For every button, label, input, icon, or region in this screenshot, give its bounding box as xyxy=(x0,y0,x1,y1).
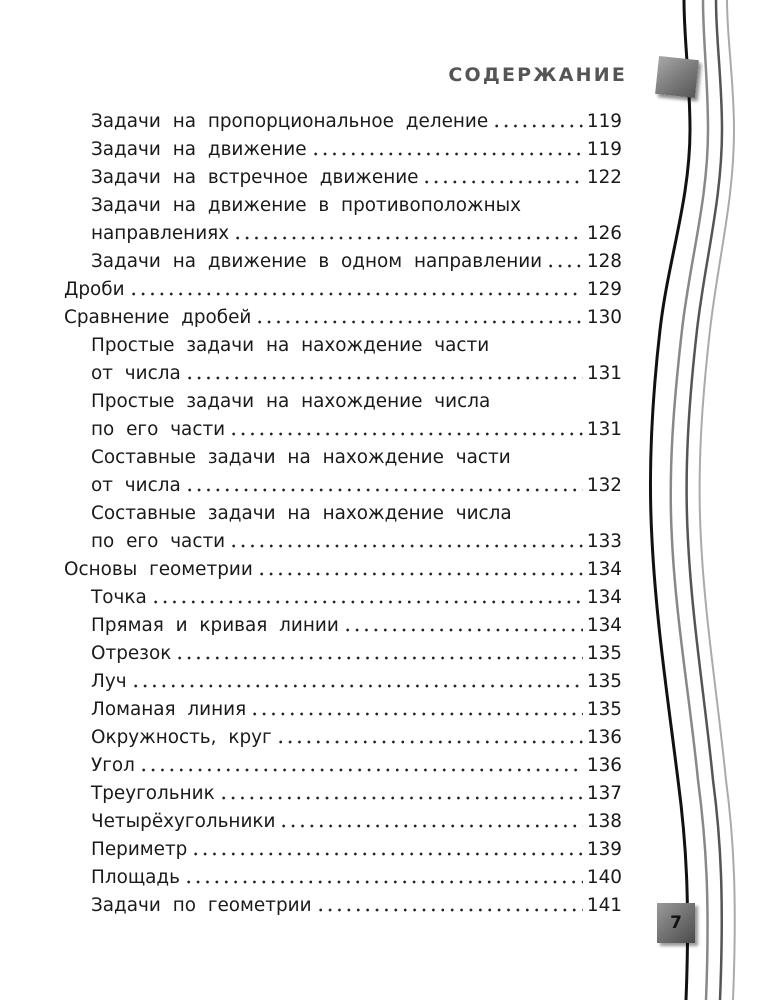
toc-entry xyxy=(91,640,622,668)
dot-leader xyxy=(229,543,583,549)
toc-page-number: 135 xyxy=(586,671,622,692)
dot-leader xyxy=(131,683,583,689)
toc-entry-title: Четырёхугольники xyxy=(91,811,276,832)
toc-entry-title: направлениях xyxy=(91,223,230,244)
toc-entry-title: Задачи на движение в одном направлении xyxy=(91,251,543,272)
toc-entry-line: Простые задачи на нахождение числа xyxy=(91,391,491,412)
dot-leader xyxy=(191,851,583,857)
toc-entry-title: Угол xyxy=(91,755,135,776)
toc-page-number: 135 xyxy=(586,699,622,720)
toc-page-number: 128 xyxy=(586,251,622,272)
toc-entry xyxy=(91,164,622,192)
toc-entry-line: Составные задачи на нахождение части xyxy=(91,447,511,468)
dot-leader xyxy=(139,767,583,773)
toc-page-number: 129 xyxy=(586,279,622,300)
toc-entry-title: Луч xyxy=(91,671,127,692)
toc-entry xyxy=(91,220,622,248)
toc-entry xyxy=(91,136,622,164)
toc-page-number: 136 xyxy=(586,755,622,776)
toc-page-number: 134 xyxy=(586,615,622,636)
dot-leader xyxy=(184,879,583,885)
dot-leader xyxy=(185,487,583,493)
toc-entry xyxy=(91,668,622,696)
dot-leader xyxy=(546,263,583,269)
dot-leader xyxy=(255,319,583,325)
toc-entry xyxy=(91,780,622,808)
toc-page-number: 126 xyxy=(586,223,622,244)
toc-entry xyxy=(91,416,622,444)
toc-entry-title: от числа xyxy=(91,475,181,496)
toc-entry xyxy=(64,304,622,332)
dot-leader xyxy=(343,627,583,633)
dot-leader xyxy=(316,907,583,913)
toc-entry-title: Треугольник xyxy=(91,783,215,804)
toc-entry xyxy=(64,556,622,584)
toc-entry-title: Основы геометрии xyxy=(64,559,253,580)
toc-page-number: 131 xyxy=(586,363,622,384)
title-decoration-square xyxy=(655,56,699,98)
toc-entry-title: Отрезок xyxy=(91,643,172,664)
toc-page-number: 139 xyxy=(586,839,622,860)
toc-entry-title: Дроби xyxy=(64,279,125,300)
dot-leader xyxy=(311,151,583,157)
toc-entry-title: Задачи по геометрии xyxy=(91,895,312,916)
toc-page-number: 135 xyxy=(586,643,622,664)
toc-entry xyxy=(91,892,622,920)
toc-page-number: 136 xyxy=(586,727,622,748)
toc-entry xyxy=(91,612,622,640)
dot-leader xyxy=(276,739,583,745)
toc-page-number: 131 xyxy=(586,419,622,440)
page-title: СОДЕРЖАНИЕ xyxy=(448,64,627,86)
dot-leader xyxy=(422,179,582,185)
toc-entry xyxy=(91,360,622,388)
page-number: 7 xyxy=(670,913,682,933)
dot-leader xyxy=(492,123,583,129)
toc-page-number: 122 xyxy=(586,167,622,188)
toc-entry-title: Задачи на движение xyxy=(91,139,307,160)
toc-page-number: 137 xyxy=(586,783,622,804)
toc-entry xyxy=(91,864,622,892)
dot-leader xyxy=(229,431,583,437)
toc-entry-line: Составные задачи на нахождение числа xyxy=(91,503,512,524)
toc-page-number: 134 xyxy=(586,559,622,580)
toc-entry xyxy=(91,248,622,276)
toc-entry-title: Периметр xyxy=(91,839,188,860)
toc-entry xyxy=(91,108,622,136)
toc-entry-title: Ломаная линия xyxy=(91,699,247,720)
page-number-box xyxy=(657,903,695,943)
toc-page-number: 133 xyxy=(586,531,622,552)
dot-leader xyxy=(250,711,583,717)
toc-entry xyxy=(91,472,622,500)
toc-entry xyxy=(91,724,622,752)
toc-entry-title: Сравнение дробей xyxy=(64,307,252,328)
toc-entry-line: Простые задачи на нахождение части xyxy=(91,335,490,356)
toc-page-number: 141 xyxy=(586,895,622,916)
dot-leader xyxy=(257,571,583,577)
dot-leader xyxy=(233,235,583,241)
toc-page-number: 119 xyxy=(586,111,622,132)
toc-entry-title: от числа xyxy=(91,363,181,384)
toc-entry-title: Задачи на встречное движение xyxy=(91,167,419,188)
toc-entry xyxy=(64,276,622,304)
dot-leader xyxy=(151,599,583,605)
toc-entry xyxy=(91,696,622,724)
toc-entry-title: Точка xyxy=(91,587,147,608)
toc-entry xyxy=(91,836,622,864)
dot-leader xyxy=(219,795,583,801)
toc-entry-title: Окружность, круг xyxy=(91,727,272,748)
toc-entry xyxy=(91,808,622,836)
toc-page-number: 140 xyxy=(586,867,622,888)
toc-entry xyxy=(91,528,622,556)
toc-page-number: 130 xyxy=(586,307,622,328)
dot-leader xyxy=(129,291,583,297)
toc-entry-title: Прямая и кривая линии xyxy=(91,615,339,636)
toc-entry-title: по его части xyxy=(91,419,226,440)
dot-leader xyxy=(175,655,583,661)
dot-leader xyxy=(279,823,582,829)
toc-page-number: 138 xyxy=(586,811,622,832)
toc-entry-title: Задачи на пропорциональное деление xyxy=(91,111,489,132)
toc-entry xyxy=(91,584,622,612)
toc-entry-title: Площадь xyxy=(91,867,180,888)
toc-entry xyxy=(91,752,622,780)
toc-entry-line: Задачи на движение в противоположных xyxy=(91,195,522,216)
toc-entry-title: по его части xyxy=(91,531,226,552)
dot-leader xyxy=(185,375,583,381)
toc-page-number: 119 xyxy=(586,139,622,160)
toc-page-number: 134 xyxy=(586,587,622,608)
toc-page-number: 132 xyxy=(586,475,622,496)
